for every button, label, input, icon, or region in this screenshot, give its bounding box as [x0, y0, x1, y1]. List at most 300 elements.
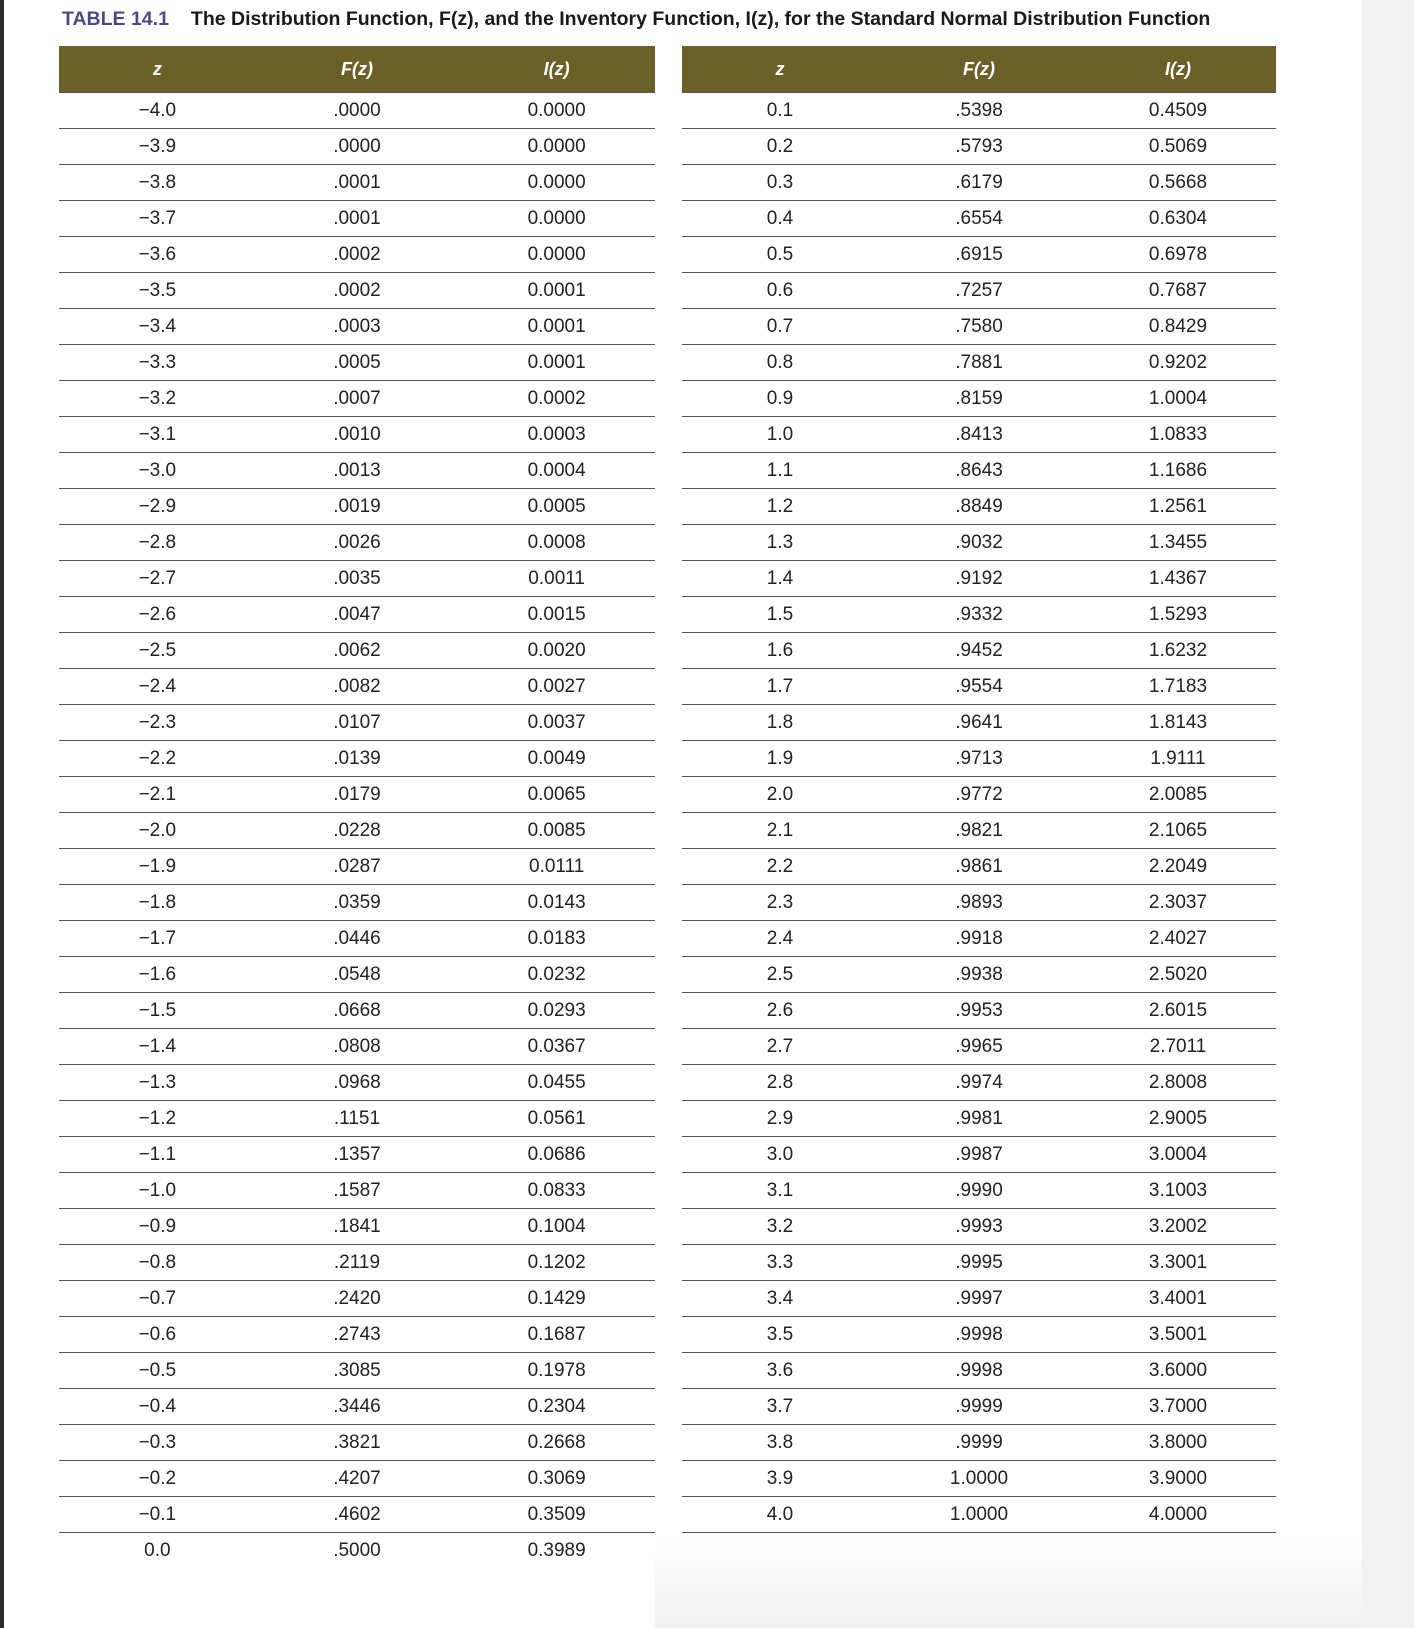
- table-row: [59, 489, 655, 525]
- table-row: [682, 1461, 1276, 1497]
- cell-fz: .9893: [878, 885, 1080, 921]
- cell-iz: 1.4367: [1080, 561, 1276, 597]
- table-row: [59, 165, 655, 201]
- table-row: [59, 705, 655, 741]
- cell-z: −1.9: [59, 849, 256, 885]
- table-row: [59, 1281, 655, 1317]
- cell-iz: 0.0020: [458, 633, 655, 669]
- cell-z: −0.8: [59, 1245, 256, 1281]
- cell-iz: 0.0085: [458, 813, 655, 849]
- cell-fz: .0005: [256, 345, 459, 381]
- cell-iz: 0.5668: [1080, 165, 1276, 201]
- cell-iz: 0.0232: [458, 957, 655, 993]
- cell-z: 3.6: [682, 1353, 878, 1389]
- cell-iz: 1.2561: [1080, 489, 1276, 525]
- cell-iz: 0.3069: [458, 1461, 655, 1497]
- cell-iz: 0.0065: [458, 777, 655, 813]
- cell-z: −1.7: [59, 921, 256, 957]
- table-row: [682, 1389, 1276, 1425]
- cell-iz: 3.7000: [1080, 1389, 1276, 1425]
- cell-iz: 2.5020: [1080, 957, 1276, 993]
- table-row: [682, 993, 1276, 1029]
- cell-z: 0.0: [144, 1539, 171, 1561]
- cell-iz: 1.0004: [1080, 381, 1276, 417]
- cell-z: 2.4: [682, 921, 878, 957]
- table-row: [682, 597, 1276, 633]
- cell-z: −4.0: [59, 93, 256, 129]
- table-caption: The Distribution Function, F(z), and the Inventory Function, I(z), for the Standard Normal Distribution Function: [190, 8, 1211, 30]
- cell-z: 3.5: [682, 1317, 878, 1353]
- cell-fz: .9999: [878, 1389, 1080, 1425]
- header-z: z: [682, 46, 878, 93]
- cell-fz: .9997: [878, 1281, 1080, 1317]
- cell-iz: 0.3989: [527, 1539, 586, 1561]
- right-table-header: [682, 46, 1276, 93]
- cell-z: −0.9: [59, 1209, 256, 1245]
- cell-z: 0.8: [682, 345, 878, 381]
- cell-fz: .8159: [878, 381, 1080, 417]
- cell-iz: 2.3037: [1080, 885, 1276, 921]
- cell-z: −3.2: [59, 381, 256, 417]
- cell-z: −1.2: [59, 1101, 256, 1137]
- cell-z: 1.9: [682, 741, 878, 777]
- cell-fz: .4207: [256, 1461, 459, 1497]
- cell-fz: .0668: [256, 993, 459, 1029]
- cell-z: −3.0: [59, 453, 256, 489]
- cell-z: −3.3: [59, 345, 256, 381]
- cell-iz: 0.0004: [458, 453, 655, 489]
- cell-z: 2.8: [682, 1065, 878, 1101]
- right-table-body: [682, 93, 1276, 1533]
- right-table-panel: [682, 46, 1276, 1533]
- header-fz: F(z): [878, 46, 1080, 93]
- cell-fz: .7257: [878, 273, 1080, 309]
- cell-z: 0.1: [682, 93, 878, 129]
- cell-fz: .2420: [256, 1281, 459, 1317]
- cell-z: −2.1: [59, 777, 256, 813]
- table-row: [682, 309, 1276, 345]
- cell-iz: 0.0111: [458, 849, 655, 885]
- cell-z: −0.6: [59, 1317, 256, 1353]
- cell-iz: 0.0183: [458, 921, 655, 957]
- table-row: [682, 1353, 1276, 1389]
- cell-z: 3.4: [682, 1281, 878, 1317]
- cell-fz: .1357: [256, 1137, 459, 1173]
- cell-iz: 2.1065: [1080, 813, 1276, 849]
- cell-fz: .0179: [256, 777, 459, 813]
- cell-iz: 0.0686: [458, 1137, 655, 1173]
- cell-fz: .9713: [878, 741, 1080, 777]
- cell-z: −1.0: [59, 1173, 256, 1209]
- cell-iz: 3.0004: [1080, 1137, 1276, 1173]
- cell-iz: 0.1687: [458, 1317, 655, 1353]
- table-row: [59, 525, 655, 561]
- table-row: [682, 1065, 1276, 1101]
- cell-z: 2.1: [682, 813, 878, 849]
- cell-iz: 0.0005: [458, 489, 655, 525]
- table-row: [682, 165, 1276, 201]
- cell-z: 0.5: [682, 237, 878, 273]
- table-row: [59, 921, 655, 957]
- cell-z: −0.4: [59, 1389, 256, 1425]
- header-iz: I(z): [1080, 46, 1276, 93]
- cell-fz: .8643: [878, 453, 1080, 489]
- cell-iz: 1.1686: [1080, 453, 1276, 489]
- cell-iz: 3.8000: [1080, 1425, 1276, 1461]
- cell-iz: 2.6015: [1080, 993, 1276, 1029]
- cell-fz: .0548: [256, 957, 459, 993]
- cell-iz: 0.7687: [1080, 273, 1276, 309]
- cell-fz: .8849: [878, 489, 1080, 525]
- cell-fz: .9821: [878, 813, 1080, 849]
- table-row: [682, 921, 1276, 957]
- cell-fz: .5398: [878, 93, 1080, 129]
- cell-fz: .1587: [256, 1173, 459, 1209]
- cell-z: 3.3: [682, 1245, 878, 1281]
- cell-iz: 4.0000: [1080, 1497, 1276, 1533]
- cell-z: −2.4: [59, 669, 256, 705]
- table-row: [59, 381, 655, 417]
- cell-z: −0.1: [59, 1497, 256, 1533]
- cell-z: −0.2: [59, 1461, 256, 1497]
- cell-iz: 1.8143: [1080, 705, 1276, 741]
- cell-iz: 0.2668: [458, 1425, 655, 1461]
- cell-iz: 0.0293: [458, 993, 655, 1029]
- cell-z: 0.9: [682, 381, 878, 417]
- cell-z: 0.4: [682, 201, 878, 237]
- cell-z: 3.9: [682, 1461, 878, 1497]
- table-row: [59, 201, 655, 237]
- table-row: [59, 1209, 655, 1245]
- left-edge-bar: [0, 0, 4, 1628]
- cell-fz: .9192: [878, 561, 1080, 597]
- left-table: [59, 46, 655, 1568]
- cell-iz: 0.0015: [458, 597, 655, 633]
- cell-fz: .0013: [256, 453, 459, 489]
- table-row: [59, 1137, 655, 1173]
- cell-fz: 1.0000: [878, 1497, 1080, 1533]
- cell-fz: .0107: [256, 705, 459, 741]
- cell-z: −3.5: [59, 273, 256, 309]
- table-row: [682, 381, 1276, 417]
- cell-fz: .9995: [878, 1245, 1080, 1281]
- cell-z: −3.9: [59, 129, 256, 165]
- cell-fz: .9990: [878, 1173, 1080, 1209]
- cell-z: 2.3: [682, 885, 878, 921]
- cell-fz: .5000: [333, 1539, 381, 1561]
- table-row: [682, 237, 1276, 273]
- cell-fz: .7580: [878, 309, 1080, 345]
- table-row: [682, 1425, 1276, 1461]
- table-row: [59, 129, 655, 165]
- cell-z: −2.0: [59, 813, 256, 849]
- cell-fz: .6554: [878, 201, 1080, 237]
- cell-fz: .0035: [256, 561, 459, 597]
- cell-fz: .0000: [256, 93, 459, 129]
- cell-z: 1.6: [682, 633, 878, 669]
- cell-z: −1.3: [59, 1065, 256, 1101]
- table-row: [682, 633, 1276, 669]
- cell-fz: .9998: [878, 1317, 1080, 1353]
- cell-z: −3.8: [59, 165, 256, 201]
- cell-iz: 0.0002: [458, 381, 655, 417]
- cell-fz: .9981: [878, 1101, 1080, 1137]
- cell-fz: .0446: [256, 921, 459, 957]
- table-row: [59, 813, 655, 849]
- cell-z: 2.6: [682, 993, 878, 1029]
- cell-z: −3.7: [59, 201, 256, 237]
- table-row: [682, 1101, 1276, 1137]
- cell-fz: .9998: [878, 1353, 1080, 1389]
- cell-fz: .9641: [878, 705, 1080, 741]
- cell-iz: 0.0027: [458, 669, 655, 705]
- cell-fz: .1151: [256, 1101, 459, 1137]
- cell-z: −1.6: [59, 957, 256, 993]
- table-row: [59, 237, 655, 273]
- cell-z: 3.1: [682, 1173, 878, 1209]
- table-row: [682, 1029, 1276, 1065]
- cell-fz: .0010: [256, 417, 459, 453]
- cell-fz: .3446: [256, 1389, 459, 1425]
- cell-iz: 0.0000: [458, 201, 655, 237]
- cell-fz: .0007: [256, 381, 459, 417]
- table-row: [682, 489, 1276, 525]
- table-row: [682, 1209, 1276, 1245]
- cell-z: 1.8: [682, 705, 878, 741]
- cell-fz: .0019: [256, 489, 459, 525]
- cell-iz: 0.1004: [458, 1209, 655, 1245]
- cell-fz: .9861: [878, 849, 1080, 885]
- cell-iz: 0.0000: [458, 237, 655, 273]
- cell-fz: .9772: [878, 777, 1080, 813]
- cell-iz: 0.0833: [458, 1173, 655, 1209]
- table-number: TABLE 14.1: [62, 8, 169, 30]
- cell-z: −1.4: [59, 1029, 256, 1065]
- cell-fz: .6915: [878, 237, 1080, 273]
- cell-z: 2.2: [682, 849, 878, 885]
- table-row: [682, 849, 1276, 885]
- cell-fz: .0228: [256, 813, 459, 849]
- cell-iz: 2.8008: [1080, 1065, 1276, 1101]
- table-row: [59, 1245, 655, 1281]
- right-gutter: [1362, 0, 1414, 1628]
- header-z: z: [59, 46, 256, 93]
- cell-iz: 1.0833: [1080, 417, 1276, 453]
- table-row: [59, 1461, 655, 1497]
- table-row: [682, 1497, 1276, 1533]
- cell-z: 2.7: [682, 1029, 878, 1065]
- table-row: [682, 453, 1276, 489]
- table-row: [59, 1065, 655, 1101]
- table-row: [59, 561, 655, 597]
- cell-fz: .4602: [256, 1497, 459, 1533]
- table-row: [59, 1317, 655, 1353]
- cell-iz: 3.5001: [1080, 1317, 1276, 1353]
- cell-fz: .9987: [878, 1137, 1080, 1173]
- cell-iz: 0.0001: [458, 273, 655, 309]
- cell-fz: .9032: [878, 525, 1080, 561]
- cell-iz: 2.4027: [1080, 921, 1276, 957]
- cell-iz: 3.2002: [1080, 1209, 1276, 1245]
- cell-iz: 0.0001: [458, 309, 655, 345]
- cell-z: −2.6: [59, 597, 256, 633]
- cell-z: 1.1: [682, 453, 878, 489]
- cell-fz: .0003: [256, 309, 459, 345]
- table-row: [682, 201, 1276, 237]
- cell-iz: 0.3509: [458, 1497, 655, 1533]
- table-row: [59, 1497, 655, 1533]
- cell-z: 1.4: [682, 561, 878, 597]
- cell-iz: 0.0001: [458, 345, 655, 381]
- cell-iz: 0.4509: [1080, 93, 1276, 129]
- cell-iz: 0.0008: [458, 525, 655, 561]
- cell-fz: .0001: [256, 165, 459, 201]
- table-row: [682, 345, 1276, 381]
- cell-iz: 0.0143: [458, 885, 655, 921]
- table-row: [682, 957, 1276, 993]
- table-row: [682, 1137, 1276, 1173]
- cell-fz: .8413: [878, 417, 1080, 453]
- cell-iz: 1.9111: [1080, 741, 1276, 777]
- cell-iz: 1.7183: [1080, 669, 1276, 705]
- cell-fz: .7881: [878, 345, 1080, 381]
- table-row: [59, 669, 655, 705]
- cell-fz: .9974: [878, 1065, 1080, 1101]
- cell-z: 4.0: [682, 1497, 878, 1533]
- cell-fz: .0287: [256, 849, 459, 885]
- cell-iz: 3.9000: [1080, 1461, 1276, 1497]
- table-row: [682, 777, 1276, 813]
- table-row: [682, 1317, 1276, 1353]
- cell-iz: 0.0000: [458, 93, 655, 129]
- cell-fz: .0359: [256, 885, 459, 921]
- cell-iz: 2.7011: [1080, 1029, 1276, 1065]
- table-row: [682, 93, 1276, 129]
- table-row: [59, 777, 655, 813]
- header-row: [59, 46, 655, 93]
- cell-iz: 0.1202: [458, 1245, 655, 1281]
- cell-iz: 0.0000: [458, 129, 655, 165]
- table-row: [682, 129, 1276, 165]
- cell-z: −3.6: [59, 237, 256, 273]
- cell-iz: 0.0367: [458, 1029, 655, 1065]
- cell-iz: 0.0011: [458, 561, 655, 597]
- cell-fz: .0002: [256, 273, 459, 309]
- cell-z: 0.3: [682, 165, 878, 201]
- table-row: [682, 741, 1276, 777]
- header-row: [682, 46, 1276, 93]
- cell-fz: .6179: [878, 165, 1080, 201]
- cell-fz: .9999: [878, 1425, 1080, 1461]
- cell-z: 1.2: [682, 489, 878, 525]
- cell-iz: 1.5293: [1080, 597, 1276, 633]
- cell-iz: 0.0049: [458, 741, 655, 777]
- cell-z: 0.6: [682, 273, 878, 309]
- cell-z: −3.1: [59, 417, 256, 453]
- cell-iz: 3.1003: [1080, 1173, 1276, 1209]
- table-row: [59, 1173, 655, 1209]
- cell-fz: .9332: [878, 597, 1080, 633]
- cell-z: 3.0: [682, 1137, 878, 1173]
- table-row: [682, 1245, 1276, 1281]
- table-row: [59, 93, 655, 129]
- table-row: [682, 669, 1276, 705]
- left-table-body: [59, 93, 655, 1569]
- cell-z: 3.2: [682, 1209, 878, 1245]
- cell-fz: .0082: [256, 669, 459, 705]
- cell-iz: 0.9202: [1080, 345, 1276, 381]
- cell-z: −3.4: [59, 309, 256, 345]
- cell-z: 1.5: [682, 597, 878, 633]
- cell-fz: .0139: [256, 741, 459, 777]
- cell-fz: .9993: [878, 1209, 1080, 1245]
- cell-fz: 1.0000: [878, 1461, 1080, 1497]
- cell-iz: 0.5069: [1080, 129, 1276, 165]
- cell-fz: .9554: [878, 669, 1080, 705]
- footer-shade: [655, 1538, 1362, 1628]
- cell-z: −1.5: [59, 993, 256, 1029]
- table-row: [682, 273, 1276, 309]
- cell-fz: .2743: [256, 1317, 459, 1353]
- cell-z: −2.8: [59, 525, 256, 561]
- cell-z: −0.7: [59, 1281, 256, 1317]
- cell-fz: .9938: [878, 957, 1080, 993]
- cell-fz: .9965: [878, 1029, 1080, 1065]
- cell-iz: 0.1429: [458, 1281, 655, 1317]
- table-row: [59, 1353, 655, 1389]
- table-row: [59, 309, 655, 345]
- cell-iz: 0.2304: [458, 1389, 655, 1425]
- cell-z: −1.8: [59, 885, 256, 921]
- cell-fz: .2119: [256, 1245, 459, 1281]
- table-row: [59, 993, 655, 1029]
- cell-z: 3.7: [682, 1389, 878, 1425]
- cell-iz: 0.0561: [458, 1101, 655, 1137]
- cell-z: 0.7: [682, 309, 878, 345]
- header-iz: I(z): [458, 46, 655, 93]
- table-row: [682, 885, 1276, 921]
- cell-iz: 3.4001: [1080, 1281, 1276, 1317]
- cell-fz: .0047: [256, 597, 459, 633]
- cell-z: 1.3: [682, 525, 878, 561]
- cell-z: −2.2: [59, 741, 256, 777]
- cell-z: −1.1: [59, 1137, 256, 1173]
- cell-fz: .5793: [878, 129, 1080, 165]
- table-row: [59, 273, 655, 309]
- cell-iz: 1.3455: [1080, 525, 1276, 561]
- cell-z: −0.5: [59, 1353, 256, 1389]
- cell-fz: .0968: [256, 1065, 459, 1101]
- cell-iz: 2.9005: [1080, 1101, 1276, 1137]
- cell-z: 2.0: [682, 777, 878, 813]
- left-table-header: [59, 46, 655, 93]
- table-row: [59, 597, 655, 633]
- cell-iz: 0.1978: [458, 1353, 655, 1389]
- cell-z: −2.9: [59, 489, 256, 525]
- header-fz: F(z): [256, 46, 459, 93]
- table-row: [59, 345, 655, 381]
- cell-fz: .0808: [256, 1029, 459, 1065]
- table-row: [59, 741, 655, 777]
- cell-iz: 0.0455: [458, 1065, 655, 1101]
- cell-z: 0.2: [682, 129, 878, 165]
- left-table-panel: [59, 46, 655, 1568]
- table-row: [59, 417, 655, 453]
- cell-z: 1.7: [682, 669, 878, 705]
- cell-fz: .3085: [256, 1353, 459, 1389]
- cell-iz: 0.6978: [1080, 237, 1276, 273]
- cell-iz: 0.0037: [458, 705, 655, 741]
